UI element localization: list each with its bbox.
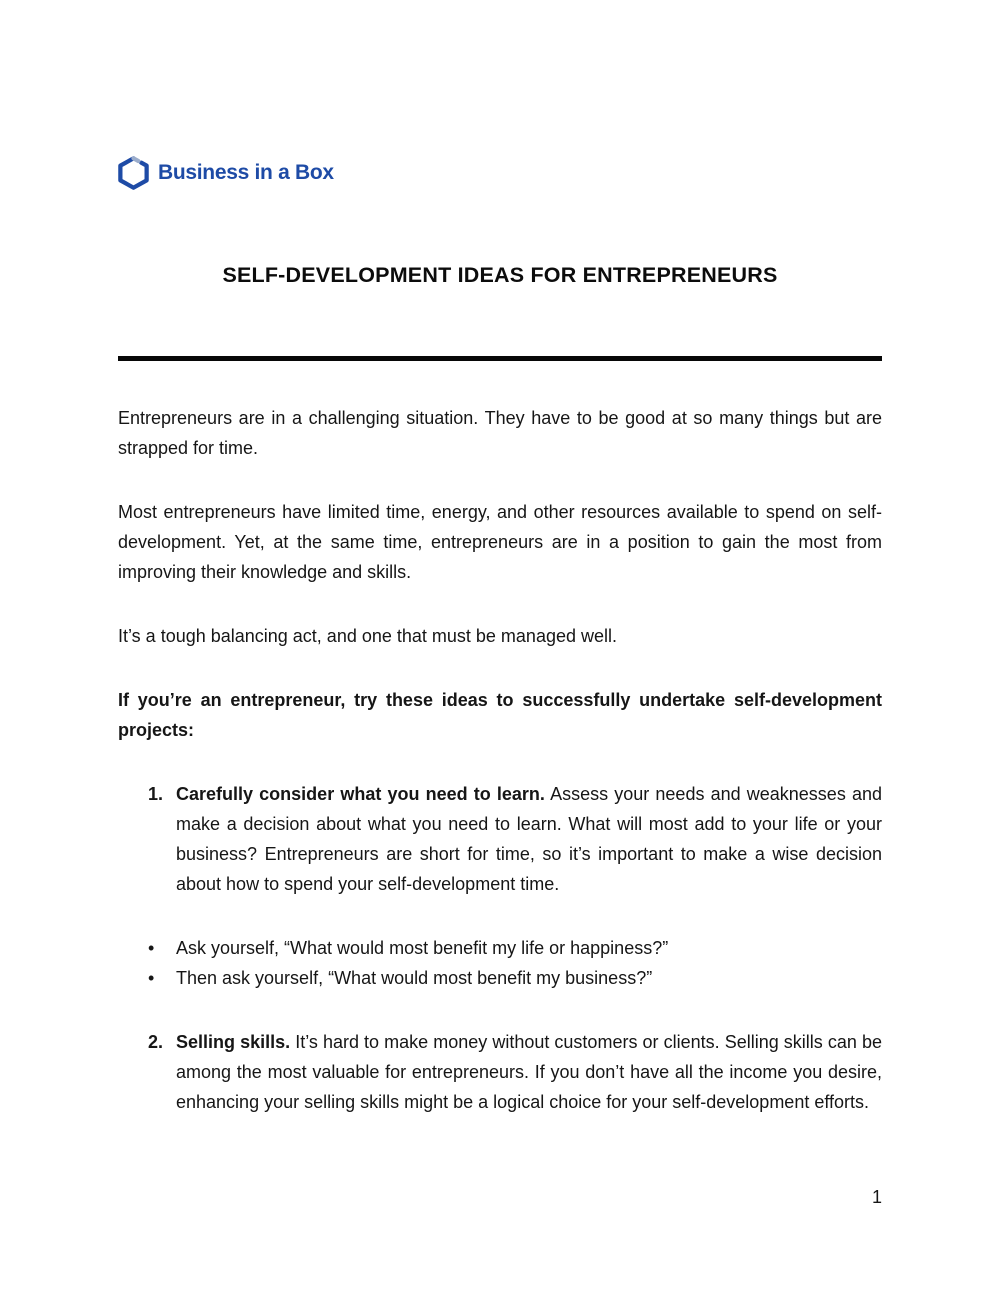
- list-item-lead: Selling skills.: [176, 1032, 291, 1052]
- bullet-text: Ask yourself, “What would most benefit my life or happiness?”: [176, 938, 669, 958]
- horizontal-rule: [118, 356, 882, 361]
- paragraph-intro-bold: If you’re an entrepreneur, try these ideas to successfully undertake self-development projects:: [118, 690, 882, 740]
- paragraph-intro-situation: Entrepreneurs are in a challenging situation. They have to be good at so many things but are strapped for time.: [118, 408, 882, 458]
- hexagon-accent: [134, 158, 139, 161]
- bullet-list: [118, 933, 882, 993]
- bullet-item-1: [118, 933, 882, 963]
- list-number: 1.: [148, 784, 164, 804]
- paragraph-balancing-act: It’s a tough balancing act, and one that must be managed well.: [118, 626, 617, 646]
- list-item-body: Assess your needs and weaknesses and make a decision about what you need to learn. What will most add to your life or your business? Entrepreneurs are short for time, so it’s important to make a wise decision about how to spend your self-development time.: [176, 784, 882, 894]
- page-content: [118, 0, 882, 1117]
- hexagon-box-icon: [118, 156, 149, 190]
- document-title: SELF-DEVELOPMENT IDEAS FOR ENTREPRENEURS: [222, 263, 778, 287]
- bullet-icon: •: [148, 938, 155, 958]
- hexagon-outline: [120, 158, 146, 187]
- brand-logo: [118, 0, 882, 190]
- page-number: 1: [871, 1187, 882, 1207]
- bullet-icon: •: [148, 968, 155, 988]
- paragraph-limited-resources: Most entrepreneurs have limited time, energy, and other resources available to spend on self-development. Yet, at the same time, entrepreneurs are in a position to gain the most from improving their knowledge and skills.: [118, 502, 882, 582]
- list-item-text: [176, 1027, 882, 1117]
- numbered-item-2: [118, 1027, 882, 1117]
- brand-name: Business in a Box: [158, 161, 334, 184]
- document-body: [118, 403, 882, 1117]
- numbered-item-1: [118, 779, 882, 899]
- list-item-body: It’s hard to make money without customers or clients. Selling skills can be among the most valuable for entrepreneurs. If you don’t have all the income you desire, enhancing your selling skills might be a logical choice for your self-development efforts.: [176, 1032, 882, 1112]
- list-number: 2.: [148, 1032, 164, 1052]
- list-item-text: [176, 779, 882, 899]
- list-item-lead: Carefully consider what you need to learn.: [176, 784, 545, 804]
- bullet-text: Then ask yourself, “What would most benefit my business?”: [176, 968, 653, 988]
- bullet-item-2: [118, 963, 882, 993]
